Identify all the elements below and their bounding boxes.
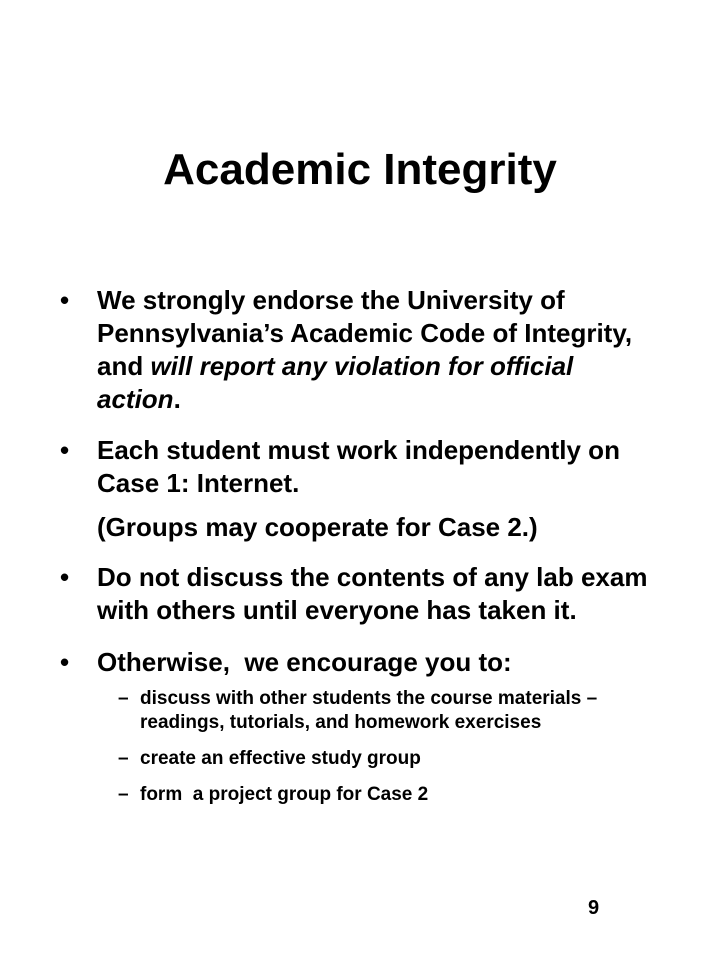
slide-title: Academic Integrity — [163, 145, 557, 194]
sub-item — [58, 687, 658, 735]
dash-marker: – — [118, 688, 129, 709]
bullet-item — [58, 434, 658, 500]
bullet-text: Do not discuss the contents of any lab exam with others until everyone has taken it. — [97, 562, 648, 625]
sub-item-text: form a project group for Case 2 — [140, 784, 429, 805]
sub-item-text: discuss with other students the course materials – readings, tutorials, and homework exercises — [140, 688, 598, 733]
bullet-marker: • — [60, 285, 70, 315]
bullet-item — [58, 284, 658, 416]
bullet-text-emphasis: will report any violation for official action — [97, 351, 574, 414]
bullet-text-end: . — [173, 384, 181, 414]
sub-item — [58, 783, 658, 807]
bullet-marker: • — [60, 647, 70, 677]
bullet-marker: • — [60, 562, 70, 592]
bullet-text: Otherwise, we encourage you to: — [97, 647, 512, 677]
bullet-text: We strongly endorse the University of Pennsylvania’s Academic Code of Integrity, and — [97, 285, 633, 381]
bullet-list — [58, 284, 658, 819]
bullet-text: Each student must work independently on Case 1: Internet. — [97, 435, 620, 498]
bullet-marker: • — [60, 435, 70, 465]
dash-marker: – — [118, 748, 129, 769]
page-number: 9 — [588, 897, 600, 919]
dash-marker: – — [118, 784, 129, 805]
sub-item-text: create an effective study group — [140, 748, 421, 769]
sub-item — [58, 747, 658, 771]
sub-list-container — [58, 687, 658, 807]
bullet-item — [58, 646, 658, 679]
bullet-continuation: (Groups may cooperate for Case 2.) — [97, 512, 538, 542]
bullet-item — [58, 561, 658, 627]
sub-list — [58, 687, 658, 807]
